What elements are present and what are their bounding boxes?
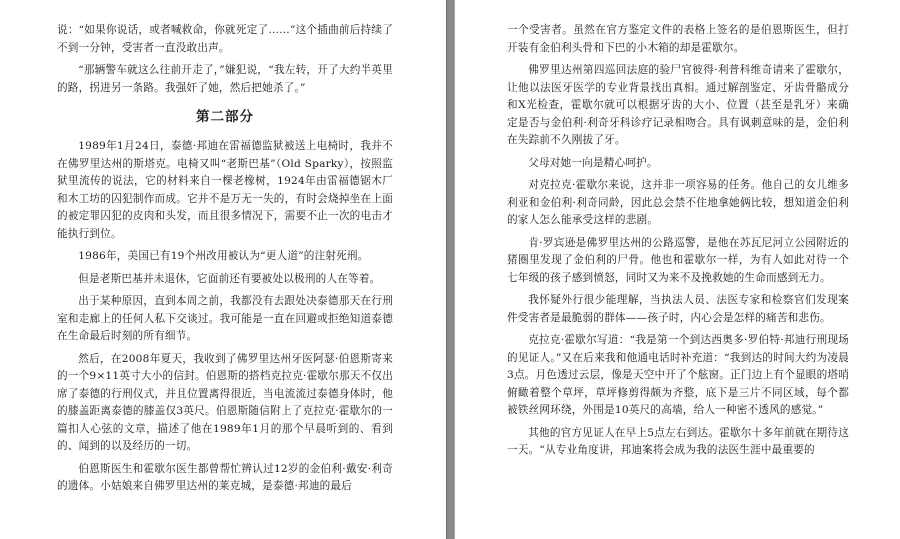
paragraph: 说：“如果你说话，或者喊救命，你就死定了……”这个插曲前后持续了不到一分钟，受害者一直没敢出声。 bbox=[57, 24, 393, 54]
paragraph: 1986年，美国已有19个州改用被认为“更人道”的注射死刑。 bbox=[78, 250, 369, 262]
paragraph: “那辆警车就这么往前开走了，”嫌犯说，“我左转，开了大约半英里的路，拐进另一条路。我强奸了她，然后把她杀了。” bbox=[57, 64, 393, 94]
section-heading: 第二部分 bbox=[196, 109, 254, 125]
paragraph: 1989年1月24日，泰德·邦迪在雷福德监狱被送上电椅时，我并不在佛罗里达州的斯塔克。电椅又叫“老斯巴基”（Old Sparky），按照监狱里流传的说法，它的材料来自一棵老橡树，1924年由雷福德锯木厂和木工坊的囚犯制作而成。它并不是万无一失的，有时会烧掉坐在上面的被定罪囚犯的皮肉和头发，而且很多情况下，需要不止一次的电击才能执行到位。 bbox=[57, 140, 393, 240]
left-page-body bbox=[57, 22, 393, 501]
paragraph: 一个受害者。虽然在官方鉴定文件的表格上签名的是伯恩斯医生，但打开装有金伯利头骨和下巴的小木箱的却是霍歇尔。 bbox=[507, 24, 849, 54]
paragraph: 佛罗里达州第四巡回法庭的验尸官彼得·利普科维奇请来了霍歇尔，让他以法医牙医学的专业背景找出真相。通过解剖鉴定、牙齿骨骼成分和X光检查，霍歇尔就可以根据牙齿的大小、位置（甚至是乳牙）来确定是否与金伯利·利奇牙科诊疗记录相吻合。具有讽刺意味的是，金伯利在失踪前不久刚拔了牙。 bbox=[507, 64, 849, 146]
paragraph: 但是老斯巴基并未退休，它面前还有要被处以极刑的人在等着。 bbox=[78, 272, 381, 285]
paragraph: 伯恩斯医生和霍歇尔医生都曾帮忙辨认过12岁的金伯利·戴安·利奇的遗体。小姑娘来自佛罗里达州的莱克城，是泰德·邦迪的最后 bbox=[57, 462, 393, 492]
paragraph: 我怀疑外行很少能理解，当执法人员、法医专家和检察官们发现案件受害者是最脆弱的群体——孩子时，内心会是怎样的痛苦和悲伤。 bbox=[507, 294, 849, 324]
paragraph: 其他的官方见证人在早上5点左右到达。霍歇尔十多年前就在期待这一天。“从专业角度讲，邦迪案将会成为我的法医生涯中最重要的 bbox=[507, 426, 849, 456]
page-divider bbox=[446, 0, 455, 539]
paragraph: 对克拉克·霍歇尔来说，这并非一项容易的任务。他自己的女儿维多利亚和金伯利·利奇同龄，因此总会禁不住地拿她俩比较，想知道金伯利的家人怎么能承受这样的悲剧。 bbox=[507, 179, 849, 226]
paragraph: 然后，在2008年夏天，我收到了佛罗里达州牙医阿瑟·伯恩斯寄来的一个9×11英寸大小的信封。伯恩斯的搭档克拉克·霍歇尔那天不仅出席了泰德的行刑仪式，并且位置离得很近，当电流流过泰德身体时，他的膝盖距离泰德的膝盖仅3英尺。伯恩斯随信附上了克拉克·霍歇尔的一篇扣人心弦的文章，描述了他在1989年1月的那个早晨听到的、看到的、闻到的以及经历的一切。 bbox=[57, 352, 393, 452]
paragraph: 出于某种原因，直到本周之前，我都没有去跟处决泰德那天在行刑室和走廊上的任何人私下交谈过。我可能是一直在回避或拒绝知道泰德在生命最后时刻的所有细节。 bbox=[57, 295, 393, 342]
paragraph: 父母对她一向是精心呵护。 bbox=[528, 156, 658, 169]
paragraph: 肯·罗宾逊是佛罗里达州的公路巡警，是他在苏瓦尼河立公园附近的猪圈里发现了金伯利的尸骨。他也和霍歇尔一样，为有人如此对待一个七年级的孩子感到愤怒，同时又为来不及挽救她的生命而感到无力。 bbox=[507, 236, 849, 284]
paragraph: 克拉克·霍歇尔写道：“我是第一个到达西奥多·罗伯特·邦迪行刑现场的见证人。”又在后来我和他通电话时补充道：“我到达的时间大约为凌晨3点。月色透过云层，像是天空中开了个舷窗。正门边上有个显眼的塔哨俯瞰着整个草坪，草坪修剪得颇为齐整，底下是三片不同区域，每个都被铁丝网环绕，外围是10英尺的高墙，给人一种密不透风的感觉。” bbox=[507, 334, 849, 416]
right-page-body bbox=[507, 22, 849, 465]
left-page bbox=[0, 0, 446, 539]
right-page bbox=[455, 0, 900, 539]
